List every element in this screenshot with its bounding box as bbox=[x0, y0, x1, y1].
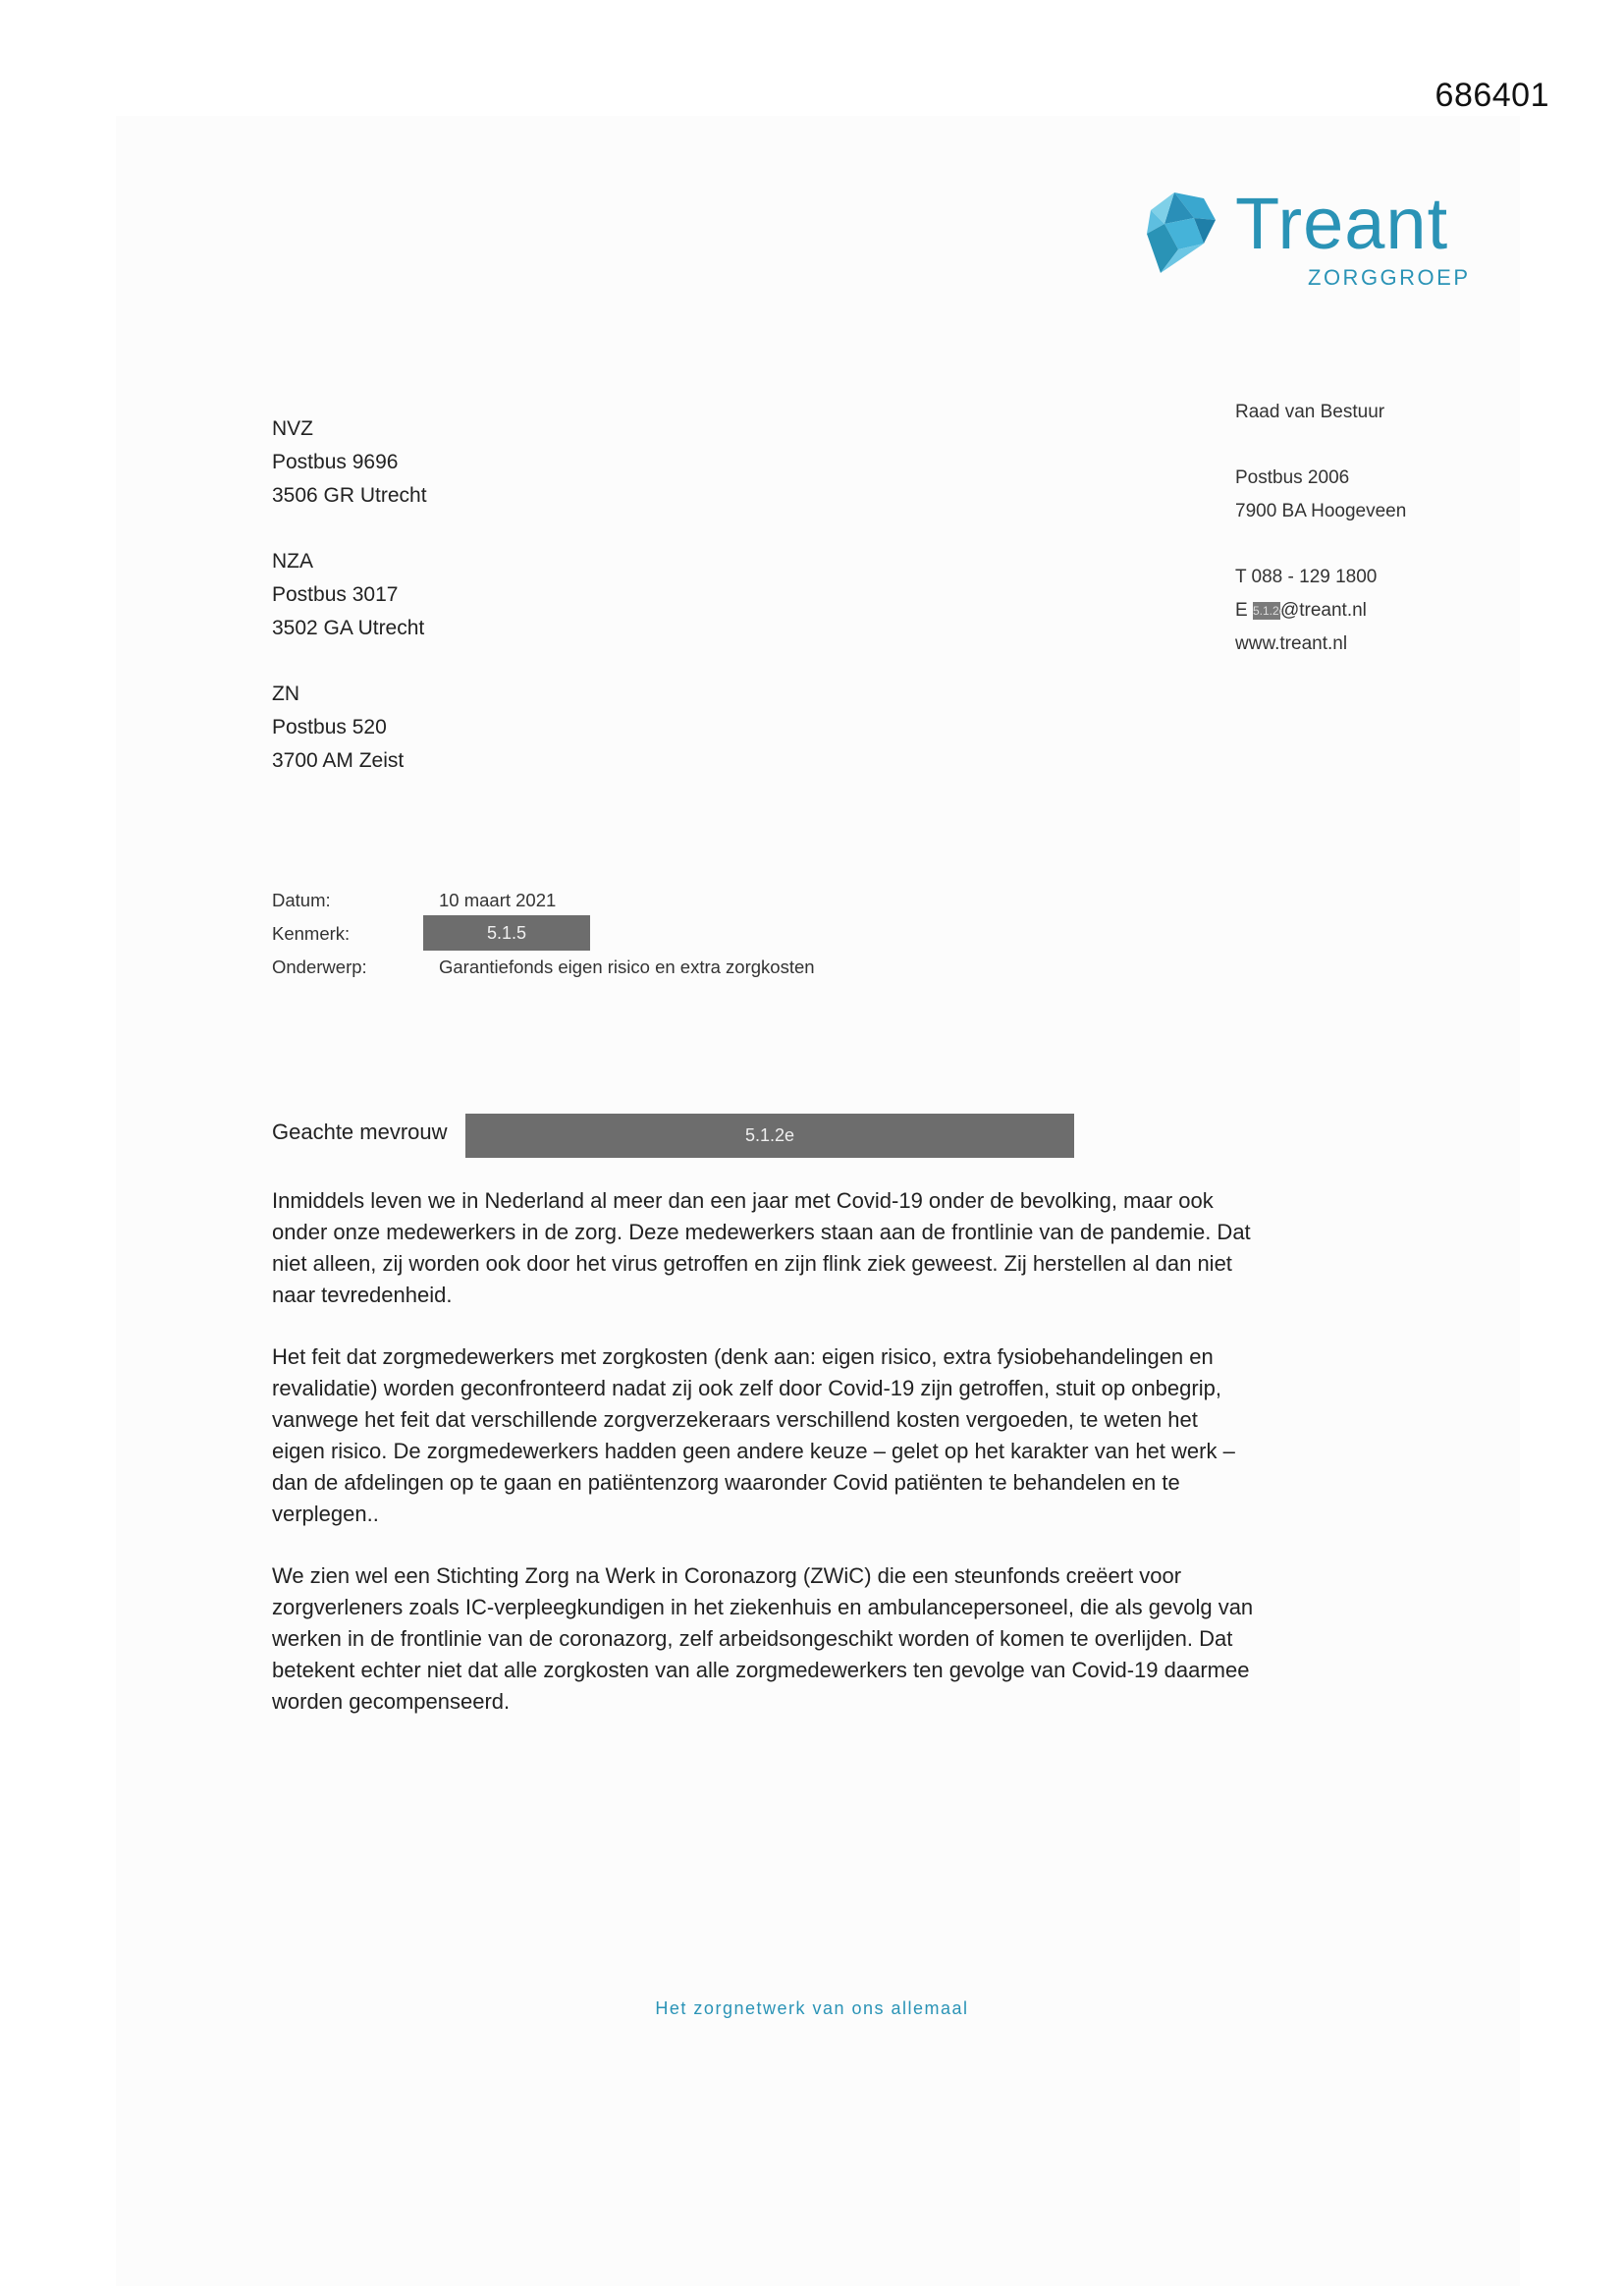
sender-email-suffix: @treant.nl bbox=[1279, 600, 1367, 621]
recipient-address: Postbus 520 bbox=[272, 716, 387, 738]
recipient-nvz bbox=[272, 412, 427, 513]
treant-logo bbox=[1145, 185, 1469, 293]
body-paragraph: We zien wel een Stichting Zorg na Werk in Coronazorg (ZWiC) die een steunfonds creëert voor zorgverleners zoals IC-verpleegkundigen in het ziekenhuis en ambulancepersoneel, die als gevolg van werken in de frontlinie van de coronazorg, zelf arbeidsongeschikt worden of komen te overlijden. Dat betekent echter niet dat alle zorgkosten van alle zorgmedewerkers ten gevolge van Covid-19 daarmee worden gecompenseerd. bbox=[272, 1563, 1254, 1714]
document-number: 686401 bbox=[1435, 77, 1549, 114]
sender-email-prefix: E bbox=[1235, 600, 1253, 621]
sender-address-line1: Postbus 2006 bbox=[1235, 467, 1350, 488]
logo-subtitle: ZORGGROEP bbox=[1308, 265, 1471, 290]
body-paragraph: Inmiddels leven we in Nederland al meer dan een jaar met Covid-19 onder de bevolking, maar ook onder onze medewerkers in de zorg. Deze medewerkers staan aan de frontlinie van de pandemie. Dat niet alleen, zij worden ook door het virus getroffen en zijn flink ziek geweest. Zij herstellen al dan niet naar tevredenheid. bbox=[272, 1188, 1251, 1307]
recipient-name: NZA bbox=[272, 550, 313, 573]
reference-redaction: 5.1.5 bbox=[423, 915, 590, 951]
subject-label: Onderwerp: bbox=[272, 957, 367, 977]
recipient-name: ZN bbox=[272, 683, 299, 705]
sender-email[interactable] bbox=[1235, 594, 1406, 628]
reference-label: Kenmerk: bbox=[272, 923, 351, 944]
recipient-city: 3700 AM Zeist bbox=[272, 749, 405, 772]
recipients-block bbox=[272, 412, 427, 810]
recipient-city: 3502 GA Utrecht bbox=[272, 617, 425, 639]
recipient-nza bbox=[272, 545, 427, 645]
sender-phone: T 088 - 129 1800 bbox=[1235, 567, 1378, 587]
recipient-address: Postbus 3017 bbox=[272, 583, 399, 606]
letter-body bbox=[272, 1185, 1254, 1748]
sender-block bbox=[1235, 396, 1406, 661]
email-redaction: 5.1.2e bbox=[1252, 603, 1286, 618]
subject-value: Garantiefonds eigen risico en extra zorgkosten bbox=[439, 957, 815, 977]
salutation-redaction: 5.1.2e bbox=[465, 1114, 1074, 1158]
date-label: Datum: bbox=[272, 890, 331, 910]
recipient-city: 3506 GR Utrecht bbox=[272, 484, 427, 507]
body-paragraph: Het feit dat zorgmedewerkers met zorgkosten (denk aan: eigen risico, extra fysiobehandelingen en revalidatie) worden geconfronteerd nadat zij ook zelf door Covid-19 zijn getroffen, stuit op onbegrip, vanwege het feit dat verschillende zorgverzekeraars verschillend kosten vergoeden, te weten het eigen risico. De zorgmedewerkers hadden geen andere keuze – gelet op het karakter van het werk – dan de afdelingen op te gaan en patiëntenzorg waaronder Covid patiënten te behandelen en te verplegen.. bbox=[272, 1344, 1235, 1526]
logo-wordmark: Treant bbox=[1235, 183, 1449, 264]
sender-department: Raad van Bestuur bbox=[1235, 402, 1385, 422]
sender-website-link[interactable]: www.treant.nl bbox=[1235, 633, 1348, 654]
treant-logo-mark-icon bbox=[1145, 189, 1218, 275]
salutation: Geachte mevrouw bbox=[272, 1120, 448, 1144]
sender-address-line2: 7900 BA Hoogeveen bbox=[1235, 501, 1407, 521]
recipient-zn bbox=[272, 678, 427, 778]
recipient-address: Postbus 9696 bbox=[272, 451, 399, 473]
recipient-name: NVZ bbox=[272, 417, 313, 440]
date-value: 10 maart 2021 bbox=[439, 890, 557, 910]
footer-tagline: Het zorgnetwerk van ons allemaal bbox=[655, 1998, 969, 2018]
